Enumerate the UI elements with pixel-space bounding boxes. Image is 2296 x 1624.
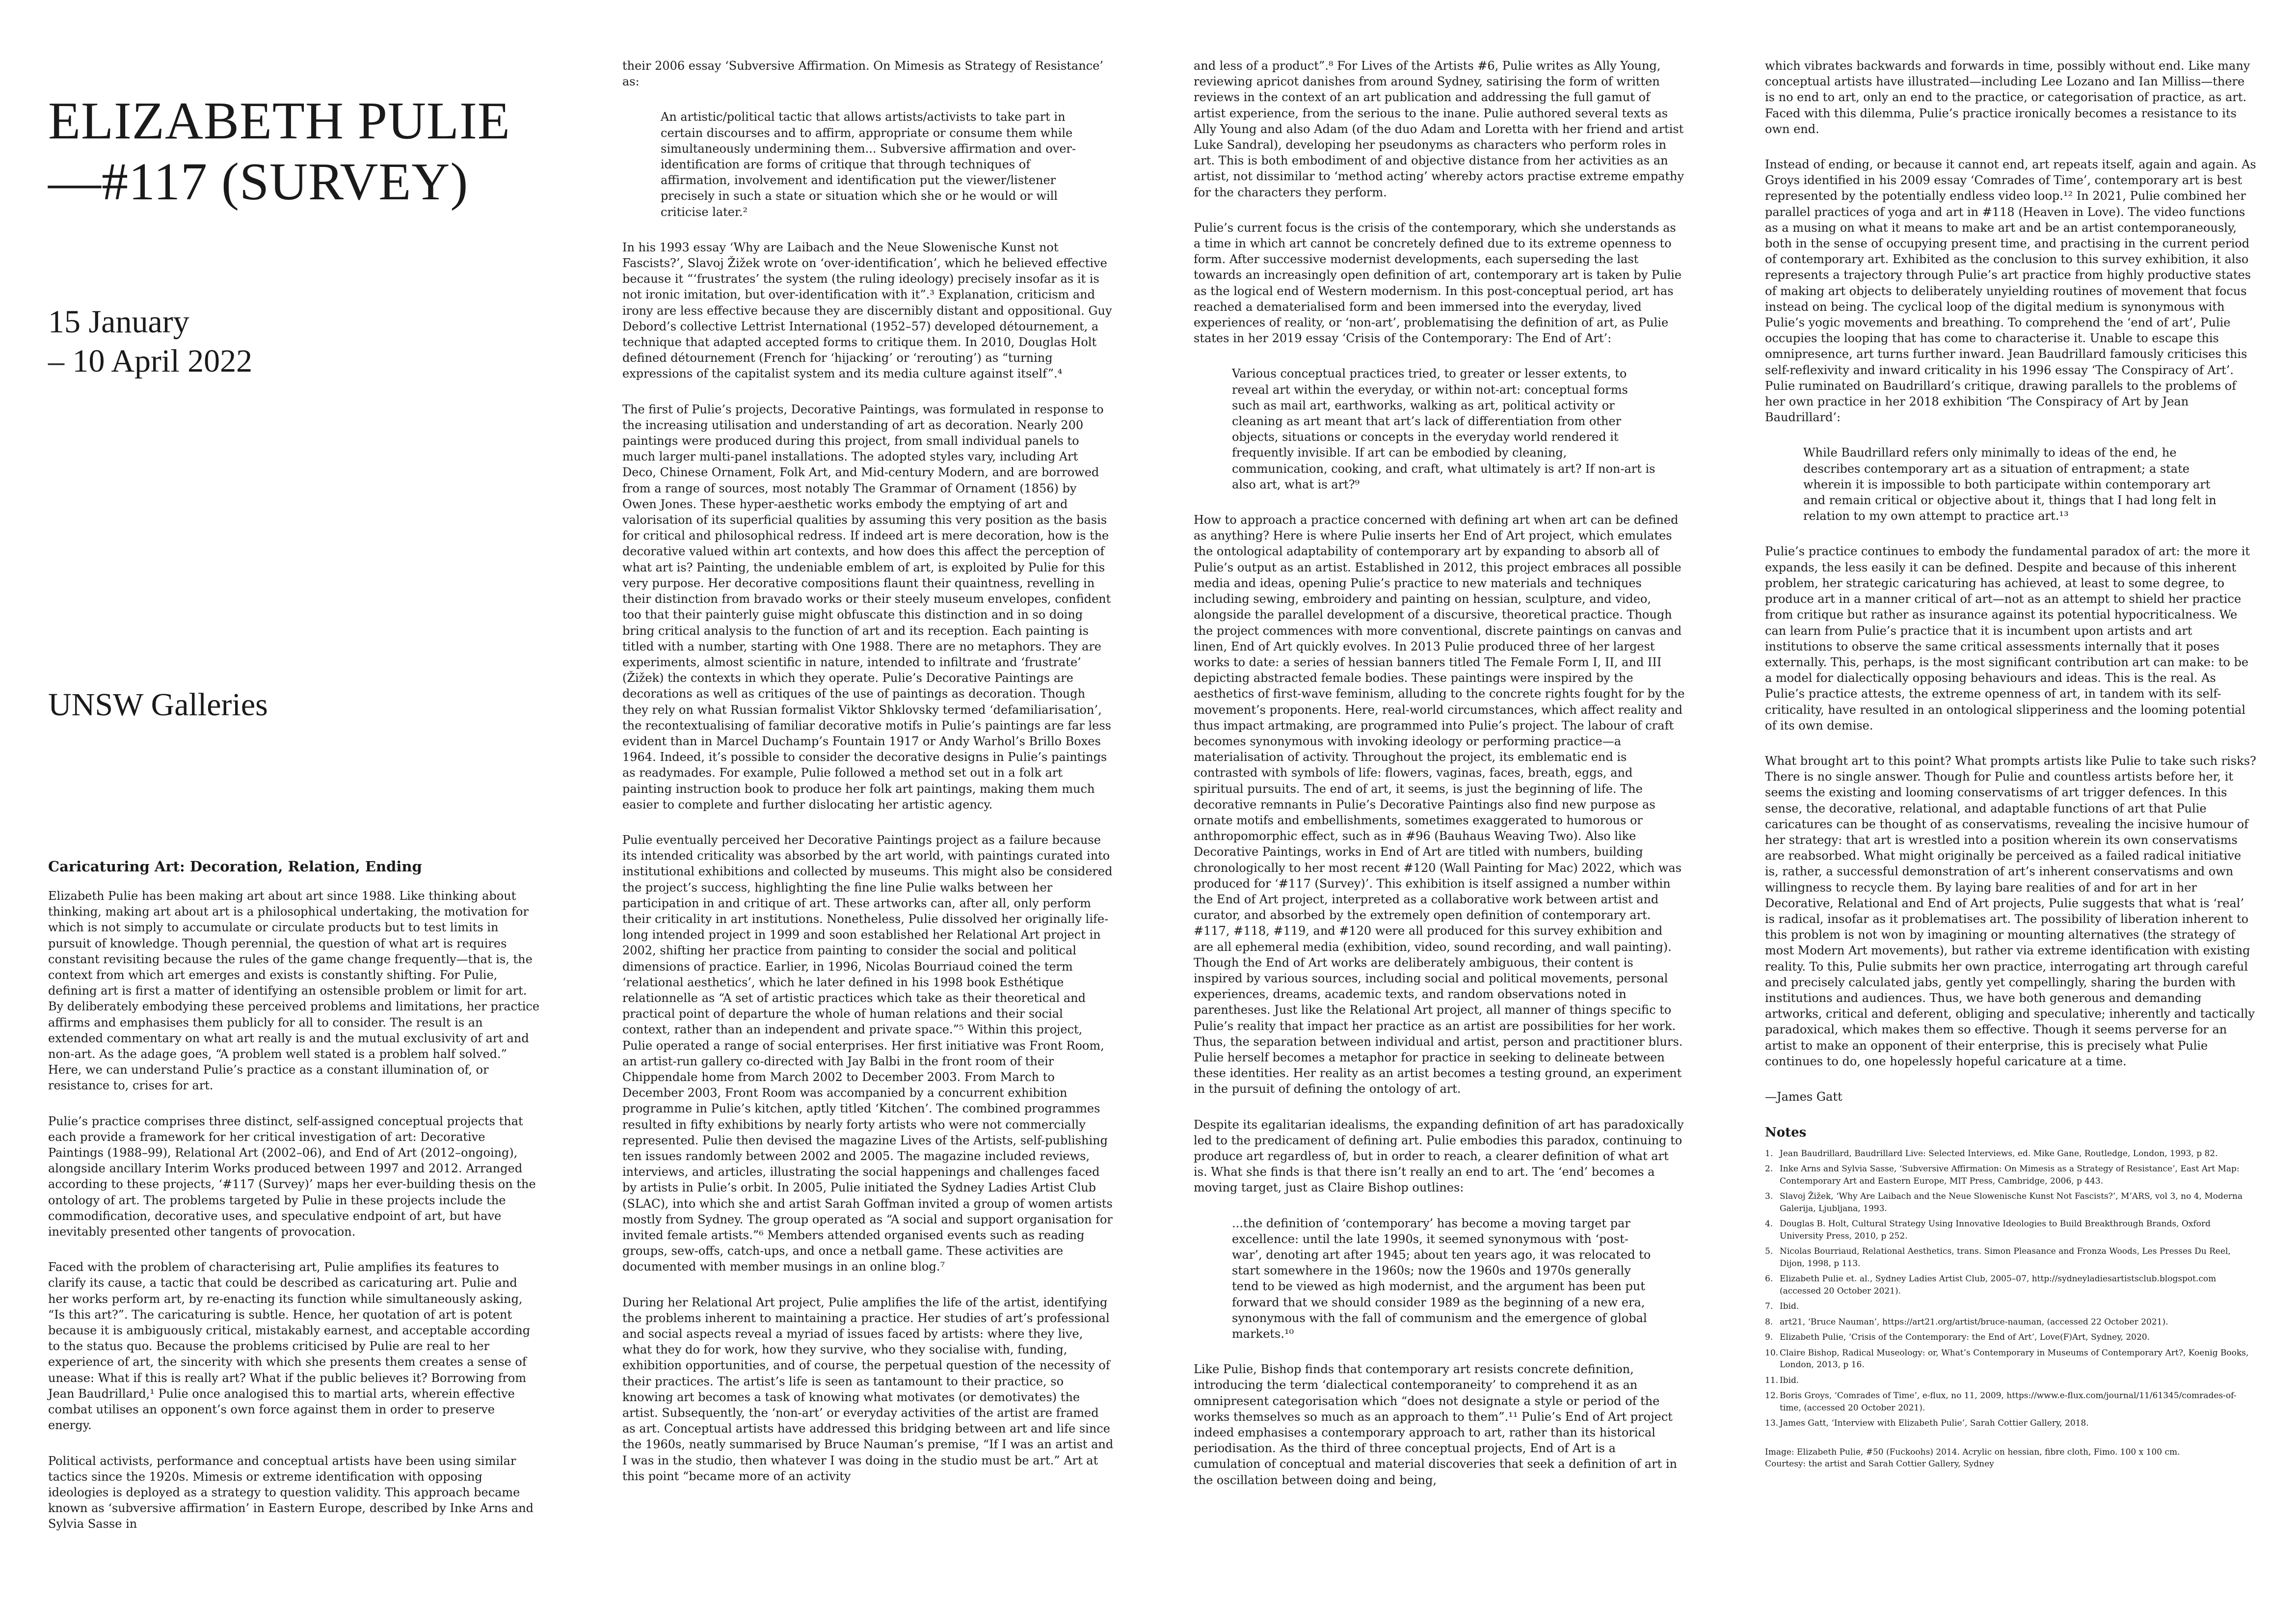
note-item — [1765, 1417, 2257, 1430]
note-number: 13. — [1765, 1418, 1779, 1429]
column-1 — [48, 0, 540, 1624]
exhibition-dates — [48, 302, 252, 381]
title-line-1: ELIZABETH PULIE — [48, 92, 510, 150]
note-text: Ibid. — [1780, 1375, 1799, 1385]
note-text: Elizabeth Pulie et. al., Sydney Ladies Artist Club, 2005–07, http://sydneyladiesartistsclub.blogspot.com (accessed 20 October 2021). — [1780, 1274, 2216, 1296]
note-number: 12. — [1765, 1391, 1779, 1401]
note-item — [1765, 1245, 2257, 1270]
exhibition-title — [48, 91, 563, 213]
note-number: 8. — [1765, 1317, 1773, 1327]
block-quote: While Baudrillard refers only minimally to ideas of the end, he describes contemporary art as a situation of entrapment; a state wherein it is impossible to both participate within contemporary art and remain critical or objective about it, things that I had long felt in relation to my own attempt to practice art.¹³ — [1803, 446, 2216, 523]
venue-name: UNSW Galleries — [48, 687, 268, 723]
note-number: 9. — [1765, 1332, 1773, 1343]
image-credit-line-1: Image: Elizabeth Pulie, #50 (Fuckoohs) 2014. Acrylic on hessian, fibre cloth, Fimo. 100 x 100 cm. — [1765, 1447, 2180, 1457]
paragraph: Pulie’s practice comprises three distinct, self-assigned conceptual projects that each provide a framework for her critical investigation of art: Decorative Paintings (1988–99), Relational Art (2002–06), and End of Art (2012–ongoing), alongside ancillary Interim Works produced between 1997 and 2012. Arranged according to these projects, ‘#117 (Survey)’ maps her ever-building thesis on the ontology of art. The problems targeted by Pulie in these projects include the commodification, decorative uses, and speculative endpoint of art, but have inevitably presented other tangents of provocation. — [48, 1114, 536, 1239]
note-text: Claire Bishop, Radical Museology: or, What’s Contemporary in Museums of Contemporary Art?, Koenig Books, London, 2013, p 16. — [1780, 1348, 2249, 1370]
note-item — [1765, 1390, 2257, 1414]
note-number: 4. — [1765, 1219, 1773, 1229]
note-text: art21, ‘Bruce Nauman’, https://art21.org/artist/bruce-nauman, (accessed 22 October 2021). — [1780, 1317, 2168, 1327]
note-text: Ibid. — [1780, 1301, 1799, 1312]
paragraph: Instead of ending, or because it cannot end, art repeats itself, again and again. As Groys identified in his 2009 essay ‘Comrades of Time’, contemporary art is best represented by the potentially endless video loop.¹² In 2021, Pulie combined her parallel practices of yoga and art in #118 (Heaven in Love). The video functions as a musing on what it means to make art and be an artist contemporaneously, both in the sense of occupying present time, and practising in the current period of contemporary art. Exhibited as the conclusion to this survey exhibition, it also represents a trajectory through Pulie’s art practice from highly productive states of making art objects to deliberately unyielding routines of movement that focus instead on being. The cyclical loop of the digital medium is synonymous with Pulie’s yogic movements and breathing. To comprehend the ‘end of art’, Pulie occupies the looping that has come to characterise it. Unable to escape this omnipresence, art turns further inward. Jean Baudrillard famously criticises this self-reflexivity and inward criticality in his 1996 essay ‘The Conspiracy of Art’. Pulie ruminated on Baudrillard’s critique, drawing parallels to the problems of her own practice in her 2018 exhibition ‘The Conspiracy of Art by Jean Baudrillard’: — [1765, 158, 2256, 425]
notes-list — [1765, 1148, 2257, 1430]
note-text: Jean Baudrillard, Baudrillard Live: Selected Interviews, ed. Mike Gane, Routledge, London, 1993, p 82. — [1780, 1148, 2218, 1159]
paragraph: How to approach a practice concerned with defining art when art can be defined as anything? Here is where Pulie inserts her End of Art project, which emulates the ontological adaptability of contemporary art by expanding to absorb all of Pulie’s output as an artist. Established in 2012, this project embraces all possible media and ideas, opening Pulie’s practice to new materials and techniques including sewing, embroidery and painting on hessian, sculpture, and video, alongside the parallel development of a discursive, theoretical practice. Though the project commences with more conventional, discrete paintings on canvas and linen, End of Art quickly evolves. In 2013 Pulie produced three of her largest works to date: a series of hessian banners titled The Female Form I, II, and III depicting abstracted female bodies. These paintings were inspired by the aesthetics of first-wave feminism, alluding to the concrete rights fought for by the movement’s proponents. Here, real-world circumstances, which affect reality and thus impact artmaking, are programmed into Pulie’s project. The labour of craft becomes synonymous with invoking ideology or performing practice—a materialisation of activity. Throughout the project, its emblematic end is contrasted with symbols of life: flowers, vaginas, faces, breath, eggs, and spiritual pursuits. The end of art, it seems, is just the beginning of life. The decorative remnants in Pulie’s Decorative Paintings also find new purpose as ornate motifs and embellishments, sometimes exaggerated to humorous or anthropomorphic effect, such as in #96 (Bauhaus Weaving Two). Also like Decorative Paintings, works in End of Art are titled with numbers, building chronologically to her most recent #120 (Wall Painting for Mac) 2022, which was produced for ‘#117 (Survey)’. This exhibition is itself assigned a number within the End of Art project, interpreted as a collaborative work between artist and curator, and absorbed by the extremely open definition of contemporary art. #117, #118, #119, and #120 were all produced for this survey exhibition and are all ephemeral media (exhibition, video, sound recording, and wall painting). Though the End of Art works are deliberately ambiguous, their content is inspired by various sources, including social and political movements, personal experiences, dreams, academic texts, and random observations noted in parentheses. Just like the Relational Art project, all manner of things specific to Pulie’s reality that impact her practice as an artist are possibilities for her work. Thus, the separation between individual and artist, person and practitioner blurs. Pulie herself becomes a metaphor for practice in seeking to delineate between these identities. Her reality as an artist becomes a testing ground, an experiment in the pursuit of defining the ontology of art. — [1194, 513, 1685, 1096]
note-item — [1765, 1163, 2257, 1187]
paragraph: During her Relational Art project, Pulie amplifies the life of the artist, identifying the problems inherent to maintaining a practice. Her studies of art’s professional and social aspects reveal a myriad of issues faced by artists: where they live, what they do for work, how they survive, who they socialise with, funding, exhibition opportunities, and of course, the perpetual question of the necessity of their practices. The artist’s life is seen as tantamount to their practice, so knowing art becomes a task of knowing what motivates (or demotivates) the artist. Subsequently, the ‘non-art’ or everyday activities of the artist are framed as art. Conceptual artists have addressed this bridging between art and life since the 1960s, neatly summarised by Bruce Nauman’s premise, “If I was an artist and I was in the studio, then whatever I was doing in the studio must be art.” Art at this point “became more of an activity — [622, 1295, 1114, 1483]
paragraph: Despite its egalitarian idealisms, the expanding definition of art has paradoxically led to the predicament of defining art. Pulie embodies this paradox, continuing to produce art regardless of, but in order to reach, a clearer definition of what art is. What she finds is that there isn’t really an end to art. The ‘end’ becomes a moving target, just as Claire Bishop outlines: — [1194, 1117, 1684, 1195]
title-line-2: —#117 (SURVEY) — [48, 153, 469, 211]
note-item — [1765, 1148, 2257, 1160]
paragraph: In his 1993 essay ‘Why are Laibach and the Neue Slowenische Kunst not Fascists?’, Slavoj Žižek wrote on ‘over-identification’, which he believed effective because it “‘frustrates’ the system (the ruling ideology) precisely insofar as it is not ironic imitation, but over-identification with it”.³ Explanation, criticism and irony are less effective because they are discernibly distant and oppositional. Guy Debord’s collective Lettrist International (1952–57) developed détournement, a technique that adapted accepted forms to critique them. In 2010, Douglas Holt defined détournement (French for ‘hijacking’ or ‘rerouting’) as “turning expressions of the capitalist system and its media culture against itself”.⁴ — [622, 240, 1112, 381]
essay-heading: Caricaturing Art: Decoration, Relation, Ending — [48, 858, 422, 875]
note-number: 3. — [1765, 1191, 1773, 1202]
paragraph: their 2006 essay ‘Subversive Affirmation. On Mimesis as Strategy of Resistance’ as: — [622, 59, 1103, 89]
note-text: Slavoj Žižek, ‘Why Are Laibach and the Neue Slowenische Kunst Not Fascists?’, M’ARS, vol 3, no 4, Moderna Galerija, Ljubljana, 1993. — [1780, 1191, 2243, 1214]
paragraph: Pulie’s current focus is the crisis of the contemporary, which she understands as a time in which art cannot be concretely defined due to its extreme openness to form. After successive modernist developments, each superseding the last towards an increasingly open definition of art, contemporary art is taken by Pulie as the logical end of Western modernism. In this post-conceptual period, art has reached a dematerialised form and been immersed into the everyday, lived experiences of reality, or ‘non-art’, problematising the definition of art, as Pulie states in her 2019 essay ‘Crisis of the Contemporary: The End of Art’: — [1194, 220, 1682, 346]
notes-heading: Notes — [1765, 1125, 1807, 1140]
paragraph: What brought art to this point? What prompts artists like Pulie to take such risks? There is no single answer. Though for Pulie and countless artists before her, it seems the existing and looming conservatisms of art trigger defences. In this sense, the decorative, relational, and adaptable functions of art that Pulie caricatures can be thought of as conservatisms, revealing the incisive humour of her strategy: that art is wrestled into a position wherein its own conservatisms are reabsorbed. What might originally be perceived as a failed radical initiative is, rather, a successful demonstration of art’s inherent conservatisms and own willingness to recycle them. By laying bare realities of and for art in her Decorative, Relational and End of Art projects, Pulie suggests that what is ‘real’ is radical, insofar as it problematises art. The possibility of liberation inherent to this problem is not won by imagining or mounting alternatives (the strategy of most Modern Art movements), but rather via extreme identification with existing reality. To this, Pulie submits her own practice, interrogating art through careful and precisely calculated jabs, gently yet compellingly, sharing the burden with institutions and audiences. Thus, we have both generous and demanding artworks, critical and deferent, obliging and speculative; inherently and tactically paradoxical, which makes them so effective. Though it seems perverse for an artist to make an opponent of their enterprise, this is precisely what Pulie continues to do, one hopelessly hopeful caricature at a time. — [1765, 754, 2256, 1068]
note-item — [1765, 1191, 2257, 1215]
column-2 — [622, 58, 1114, 1504]
paragraph: Political activists, performance and conceptual artists have been using similar tactics since the 1920s. Mimesis or extreme identification with opposing ideologies is deployed as a strategy to question validity. This approach became known as ‘subversive affirmation’ in Eastern Europe, described by Inke Arns and Sylvia Sasse in — [48, 1454, 534, 1531]
column-3 — [1194, 58, 1685, 1508]
paragraph: Elizabeth Pulie has been making art about art since 1988. Like thinking about thinking, making art about art is a philosophical undertaking, the motivation for which is not simply to accumulate or circulate products but to test limits in pursuit of knowledge. Though perennial, the question of what art is requires constant revisiting because the rules of the game change frequently—that is, the context from which art emerges and exists is constantly shifting. For Pulie, defining art is first a matter of identifying an ostensible problem or limit for art. By deliberately embodying these perceived problems and limitations, her practice affirms and emphasises them publicly for all to consider. The result is an extended commentary on what art really is and the mutual exclusivity of art and non-art. As the adage goes, “A problem well stated is a problem half solved.” Here, we can understand Pulie’s practice as a constant illumination of, or resistance to, crises for art. — [48, 889, 540, 1093]
note-item — [1765, 1331, 2257, 1344]
note-item — [1765, 1375, 2257, 1387]
date-line-1: 15 January — [48, 304, 189, 340]
note-text: Douglas B. Holt, Cultural Strategy Using Innovative Ideologies to Build Breakthrough Brands, Oxford University Press, 2010, p 252. — [1780, 1219, 2211, 1241]
note-number: 10. — [1765, 1348, 1779, 1358]
paragraph: which vibrates backwards and forwards in time, possibly without end. Like many conceptual artists have illustrated—including Lee Lozano and Ian Milliss—there is no end to art, only an end to the practice, or categorisation of practice, as art. Faced with this dilemma, Pulie’s practice ironically becomes a resistance to its own end. — [1765, 59, 2250, 136]
paragraph: and less of a product”.⁸ For Lives of the Artists #6, Pulie writes as Ally Young, reviewing apricot danishes from around Sydney, satirising the form of written reviews in the context of an art publication and addressing the full gamut of artist experience, from the serious to the inane. Pulie authored several texts as Ally Young and also Adam (of the duo Adam and Loretta with her friend and artist Luke Sandral), developing her pseudonyms as characters who perform roles in art. This is both embodiment of and objective distance from her activities as an artist, not dissimilar to ‘method acting’ whereby actors practise extreme empathy for the characters they perform. — [1194, 59, 1684, 199]
paragraph: Pulie eventually perceived her Decorative Paintings project as a failure because its intended criticality was absorbed by the art world, with paintings curated into institutional exhibitions and collected by museums. This might also be considered the project’s success, highlighting the fine line Pulie walks between her participation in and critique of art. These artworks can, after all, only perform their criticality in art institutions. Nonetheless, Pulie dissolved her originally life-long intended project in 1999 and soon established her Relational Art project in 2002, shifting her practice from painting to consider the social and political dimensions of practice. Earlier, in 1996, Nicolas Bourriaud coined the term ‘relational aesthetics’, which he later defined in his 1998 book Esthétique relationnelle as “A set of artistic practices which take as their theoretical and practical point of departure the whole of human relations and their social context, rather than an independent and private space.”⁵ Within this project, Pulie operated a range of social enterprises. Her first initiative was Front Room, an artist-run gallery co-directed with Jay Balbi in the front room of their Chippendale home from March 2002 to December 2003. From March to December 2003, Front Room was accompanied by a concurrent exhibition programme in Pulie’s kitchen, aptly titled ‘Kitchen’. The combined programmes resulted in fifty exhibitions by nearly forty artists who were not commercially represented. Pulie then devised the magazine Lives of the Artists, self-publishing ten issues randomly between 2002 and 2005. The magazine included reviews, interviews, and articles, illustrating the social happenings and challenges faced by artists in Pulie’s orbit. In 2005, Pulie initiated the Sydney Ladies Artist Club (SLAC), into which she and artist Sarah Goffman invited a group of women artists mostly from Sydney. The group operated as “A social and support organisation for invited female artists.”⁶ Members attended organised events such as reading groups, sew-offs, catch-ups, and once a netball game. These activities are documented with member musings in an online blog.⁷ — [622, 833, 1113, 1274]
block-quote: ...the definition of ‘contemporary’ has become a moving target par excellence: until the late 1990s, it seemed synonymous with ‘post-war’, denoting art after 1945; about ten years ago, it was relocated to start somewhere in the 1960s; now the 1960s and 1970s generally tend to be viewed as high modernist, and the argument has been put forward that we should consider 1989 as the beginning of a new era, synonymous with the fall of communism and the emergence of global markets.¹⁰ — [1232, 1216, 1651, 1341]
note-number: 7. — [1765, 1301, 1773, 1312]
note-text: Inke Arns and Sylvia Sasse, ‘Subversive Affirmation: On Mimesis as a Strategy of Resistance’, East Art Map: Contemporary Art and Eastern Europe, MIT Press, Cambridge, 2006, p 443. — [1780, 1164, 2240, 1186]
paragraph: Like Pulie, Bishop finds that contemporary art resists concrete definition, introducing the term ‘dialectical contemporaneity’ to comprehend it as an omnipresent categorisation which “does not designate a style or period of the works themselves so much as an approach to them”.¹¹ Pulie’s End of Art project indeed emphasises a contemporary approach to art, rather than its historical periodisation. As the third of three conceptual projects, End of Art is a cumulation of conceptual and material discoveries that seek a definition of art in the oscillation between doing and being, — [1194, 1362, 1677, 1487]
note-item — [1765, 1347, 2257, 1371]
date-line-2: – 10 April 2022 — [48, 343, 253, 379]
note-item — [1765, 1273, 2257, 1297]
author-signature: —James Gatt — [1765, 1089, 1842, 1104]
block-quote: An artistic/political tactic that allows artists/activists to take part in certain discourses and to affirm, appropriate or consume them while simultaneously undermining them... Subversive affirmation and over-identification are forms of critique that through techniques of affirmation, involvement and identification put the viewer/listener precisely in such a state or situation which she or he would or will criticise later.² — [661, 110, 1076, 219]
column-4 — [1765, 58, 2257, 1470]
paragraph: The first of Pulie’s projects, Decorative Paintings, was formulated in response to the increasing utilisation and understanding of art as decoration. Nearly 200 paintings were produced during this project, from small individual panels to much larger multi-panel installations. The adopted styles vary, including Art Deco, Chinese Ornament, Folk Art, and Mid-century Modern, and are borrowed from a range of sources, most notably The Grammar of Ornament (1856) by Owen Jones. These hyper-aesthetic works embody the emptying of art and valorisation of its superficial qualities by assuming this very position as the basis for critical and philosophical redress. If indeed art is mere decoration, how is the decorative valued within art contexts, and how does this affect the perception of what art is? Painting, the undeniable emblem of art, is exploited by Pulie for this very purpose. Her decorative compositions flaunt their quaintness, revelling in their distinction from bravado works or their steely museum envelopes, confident too that their painterly guise might obfuscate this distinction and in so doing bring critical analysis to the function of art and its reception. Each painting is titled with a number, starting with One 1988. There are no metaphors. They are experiments, almost scientific in nature, intended to infiltrate and ‘frustrate’ (Žižek) the contexts in which they operate. Pulie’s Decorative Paintings are decorations as well as critiques of the use of paintings as decoration. Though they rely on what Russian formalist Viktor Shklovsky termed ‘defamiliarisation’, the recontextualising of familiar decorative motifs in Pulie’s paintings are far less evident than in Marcel Duchamp’s Fountain 1917 or Andy Warhol’s Brillo Boxes 1964. Indeed, it’s possible to consider the decorative designs in Pulie’s paintings as readymades. For example, Pulie followed a method set out in a folk art painting instruction book to produce her folk art paintings, making them much easier to complete and further dislocating her artistic agency. — [622, 402, 1111, 812]
note-item — [1765, 1316, 2257, 1328]
note-item — [1765, 1300, 2257, 1313]
note-item — [1765, 1218, 2257, 1242]
image-credit-line-2: Courtesy: the artist and Sarah Cottier Gallery, Sydney — [1765, 1459, 1994, 1469]
paragraph: Faced with the problem of characterising art, Pulie amplifies its features to clarify its cause, a tactic that could be described as caricaturing art. Pulie and her works perform art, by re-enacting its function while simultaneously asking, “Is this art?”. The caricaturing is subtle. Hence, her quotation of art is potent because it is ambiguously critical, mistakably earnest, and acceptable according to the status quo. Because the problems criticised by Pulie are real to her experience of art, the sincerity with which she presents them creates a sense of unease: What if this is really art? What if the public believes it? Borrowing from Jean Baudrillard,¹ Pulie once analogised this to martial arts, wherein effective combat utilises an opponent’s own force against them in order to preserve energy. — [48, 1260, 531, 1433]
note-number: 5. — [1765, 1246, 1773, 1257]
note-number: 11. — [1765, 1375, 1779, 1385]
note-text: James Gatt, ‘Interview with Elizabeth Pulie’, Sarah Cottier Gallery, 2018. — [1780, 1418, 2089, 1429]
image-credit — [1765, 1446, 2257, 1470]
paragraph: Pulie’s practice continues to embody the fundamental paradox of art: the more it expands, the less easily it can be defined. Despite and because of this inherent problem, her strategic caricaturing has achieved, at least to some degree, to produce art in a manner critical of art—not as an attempt to shield her practice from critique but rather as insurance against its potential hypocriticalness. We can learn from Pulie’s practice that it is incumbent upon artists and art institutions to observe the same critical assessments internally that it poses externally. This, perhaps, is the most significant contribution art can make: to be a model for dialectically opposing behaviours and ideas. This is the real. As Pulie’s practice attests, the extreme openness of art, in tandem with its self-criticality, have resulted in an ontological slipperiness and the looming potential of its own demise. — [1765, 544, 2250, 732]
essay-opening — [48, 857, 540, 1552]
note-text: Elizabeth Pulie, ‘Crisis of the Contemporary: the End of Art’, Love(F)Art, Sydney, 2020. — [1780, 1332, 2150, 1343]
note-number: 6. — [1765, 1274, 1773, 1284]
block-quote: Various conceptual practices tried, to greater or lesser extents, to reveal art within the everyday, or within not-art: conceptual forms such as mail art, earthworks, walking as art, political activity or cleaning as art meant that art’s lack of differentiation from other objects, situations or concepts in the everyday world rendered it frequently invisible. If art can be embodied by cleaning, communication, cooking, and craft, what ultimately is art? If non-art is also art, what is art?⁹ — [1232, 367, 1655, 491]
note-number: 2. — [1765, 1164, 1773, 1174]
note-text: Nicolas Bourriaud, Relational Aesthetics, trans. Simon Pleasance and Fronza Woods, Les Presses Du Reel, Dijon, 1998, p 113. — [1780, 1246, 2231, 1269]
note-number: 1. — [1765, 1148, 1773, 1159]
note-text: Boris Groys, ‘Comrades of Time’, e-flux, no 11, 2009, https://www.e-flux.com/journal/11/61345/comrades-of-time, (accessed 20 October 2021). — [1780, 1391, 2237, 1413]
